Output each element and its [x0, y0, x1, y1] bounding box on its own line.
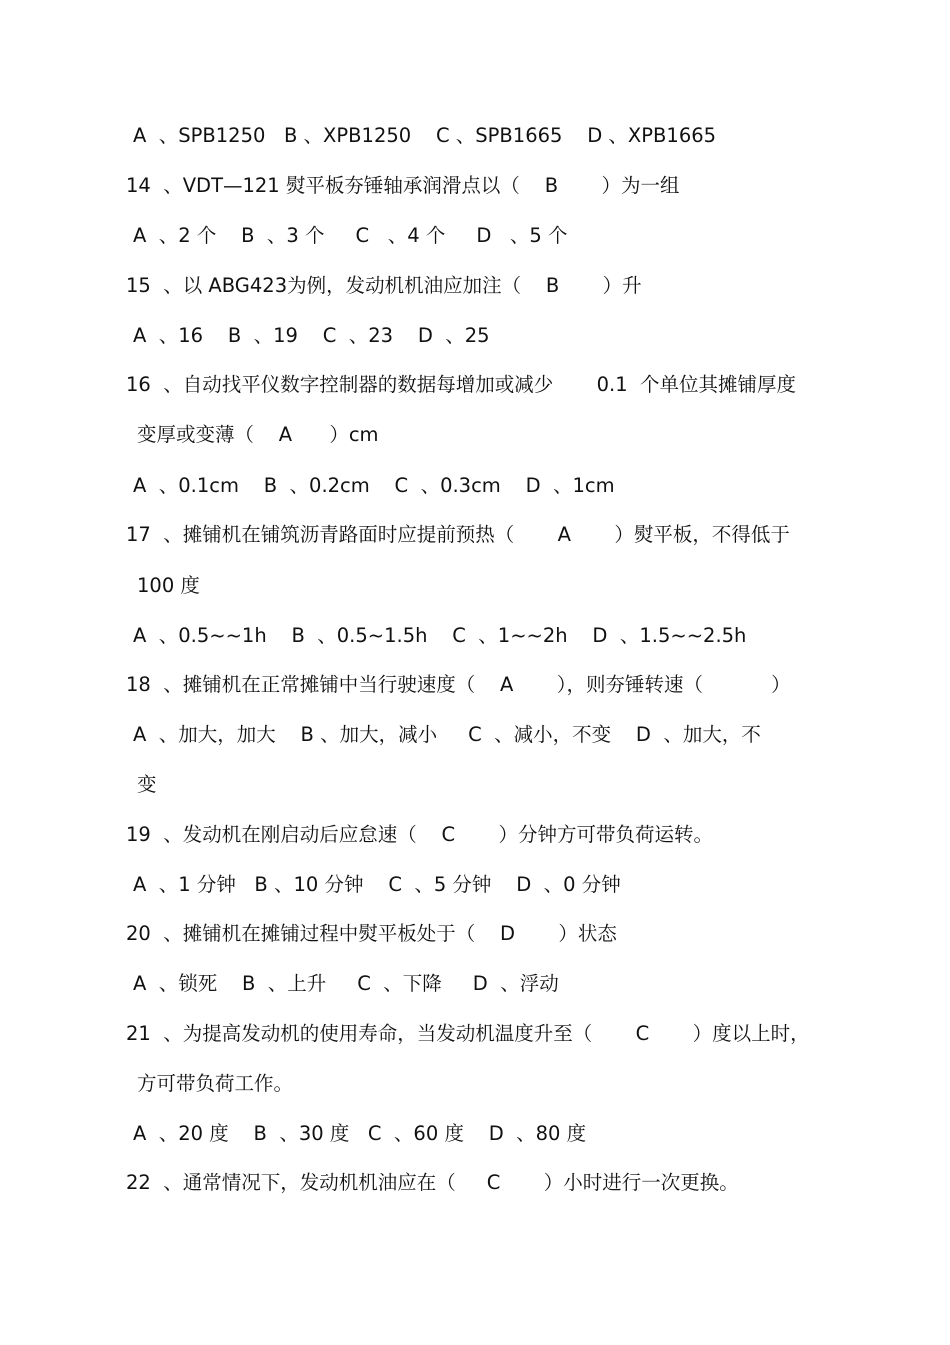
options-line-continued: 变 — [137, 773, 157, 796]
question-21: 21 、为提高发动机的使用寿命，当发动机温度升至（ C ）度以上时， — [126, 1022, 810, 1045]
options-line: A 、20 度 B 、30 度 C 、60 度 D 、80 度 — [133, 1122, 587, 1145]
options-line: A 、16 B 、19 C 、23 D 、25 — [133, 324, 490, 347]
options-line: A 、0.1cm B 、0.2cm C 、0.3cm D 、1cm — [133, 474, 615, 497]
options-line: A 、锁死 B 、上升 C 、下降 D 、浮动 — [133, 972, 559, 995]
question-15: 15 、以 ABG423为例，发动机机油应加注（ B ）升 — [126, 274, 642, 297]
question-14: 14 、VDT—121 熨平板夯锤轴承润滑点以（ B ）为一组 — [126, 174, 680, 197]
options-line: A 、0.5~~1h B 、0.5~1.5h C 、1~~2h D 、1.5~~2.5h — [133, 624, 747, 647]
question-16: 16 、自动找平仪数字控制器的数据每增加或减少 0.1 个单位其摊铺厚度 — [126, 373, 797, 396]
options-line: A 、加大，加大 B 、加大，减小 C 、减小，不变 D 、加大，不 — [133, 723, 761, 746]
question-17: 17 、摊铺机在铺筑沥青路面时应提前预热（ A ）熨平板，不得低于 — [126, 523, 790, 546]
options-line: A 、2 个 B 、3 个 C 、4 个 D 、5 个 — [133, 224, 568, 247]
question-21-continued: 方可带负荷工作。 — [137, 1072, 294, 1095]
question-17-continued: 100 度 — [137, 574, 200, 597]
question-16-continued: 变厚或变薄（ A ）cm — [137, 423, 379, 446]
question-20: 20 、摊铺机在摊铺过程中熨平板处于（ D ）状态 — [126, 922, 617, 945]
question-18: 18 、摊铺机在正常摊铺中当行驶速度（ A ），则夯锤转速（ ） — [126, 673, 791, 696]
options-line: A 、1 分钟 B 、10 分钟 C 、5 分钟 D 、0 分钟 — [133, 873, 621, 896]
options-line: A 、SPB1250 B 、XPB1250 C 、SPB1665 D 、XPB1665 — [133, 124, 717, 147]
question-22: 22 、通常情况下，发动机机油应在（ C ）小时进行一次更换。 — [126, 1171, 739, 1194]
question-19: 19 、发动机在刚启动后应怠速（ C ）分钟方可带负荷运转。 — [126, 823, 714, 846]
